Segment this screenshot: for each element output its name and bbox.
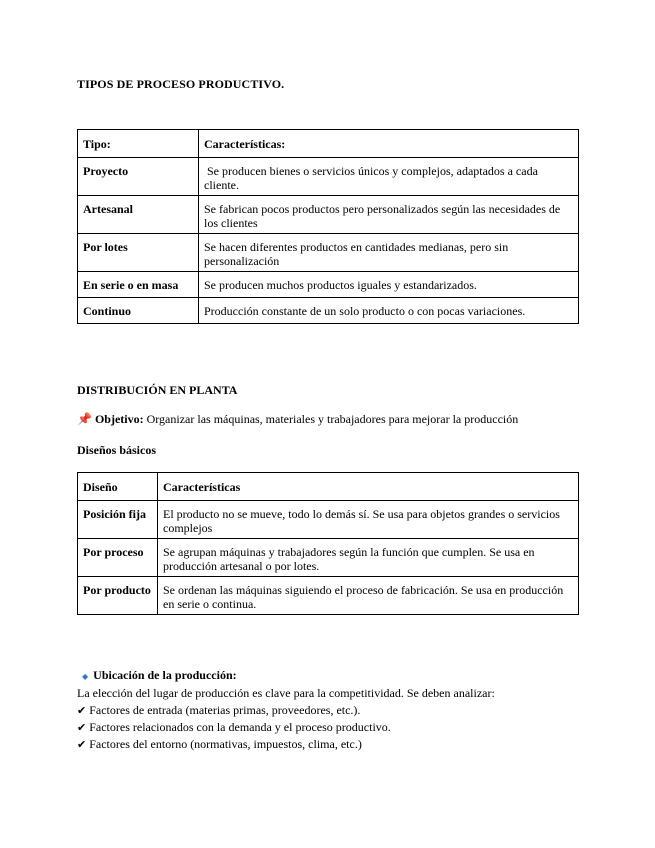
row-diseno: Posición fija [78, 501, 158, 539]
section-title-tipos: TIPOS DE PROCESO PRODUCTIVO. [77, 77, 285, 91]
header-caracteristicas: Características: [199, 130, 579, 158]
row-tipo: Continuo [78, 298, 199, 324]
list-item [77, 702, 597, 719]
tipos-table [77, 129, 579, 324]
row-diseno: Por producto [78, 577, 158, 615]
list-item-text: Factores relacionados con la demanda y el proceso productivo. [89, 720, 391, 734]
ubicacion-section [77, 667, 597, 753]
ubicacion-title-line [77, 667, 597, 685]
list-item [77, 719, 597, 736]
row-desc: Se producen muchos productos iguales y estandarizados. [199, 272, 579, 298]
check-icon: ✔ [77, 704, 87, 717]
table-header-row [78, 130, 579, 158]
table-row [78, 501, 579, 539]
header-tipo: Tipo: [78, 130, 199, 158]
row-tipo: Artesanal [78, 196, 199, 234]
ubicacion-intro: La elección del lugar de producción es clave para la competitividad. Se deben analizar: [77, 686, 495, 700]
list-item-text: Factores del entorno (normativas, impuestos, clima, etc.) [89, 737, 362, 751]
table-row [78, 298, 579, 324]
row-desc: Se ordenan las máquinas siguiendo el proceso de fabricación. Se usa en producción en serie o continua. [158, 577, 579, 615]
check-icon: ✔ [77, 738, 87, 751]
row-desc: Se agrupan máquinas y trabajadores según la función que cumplen. Se usa en producción artesanal o por lotes. [158, 539, 579, 577]
row-desc: Producción constante de un solo producto o con pocas variaciones. [199, 298, 579, 324]
section-title-distribucion: DISTRIBUCIÓN EN PLANTA [77, 383, 238, 397]
objetivo-text: Organizar las máquinas, materiales y trabajadores para mejorar la producción [143, 412, 519, 426]
table-row [78, 158, 579, 196]
table-row [78, 196, 579, 234]
disenos-table [77, 472, 579, 615]
row-tipo: Proyecto [78, 158, 199, 196]
row-desc: Se hacen diferentes productos en cantidades medianas, pero sin personalización [199, 234, 579, 272]
list-item-text: Factores de entrada (materias primas, proveedores, etc.). [89, 703, 361, 717]
table-row [78, 577, 579, 615]
row-desc: Se fabrican pocos productos pero personalizados según las necesidades de los clientes [199, 196, 579, 234]
row-tipo: En serie o en masa [78, 272, 199, 298]
pushpin-icon: 📌 [77, 412, 92, 426]
objetivo-line [77, 412, 518, 427]
check-icon: ✔ [77, 721, 87, 734]
header-diseno: Diseño [78, 473, 158, 501]
table-row [78, 539, 579, 577]
table-header-row [78, 473, 579, 501]
list-item [77, 736, 597, 753]
row-desc: Se producen bienes o servicios únicos y complejos, adaptados a cada cliente. [199, 158, 579, 196]
objetivo-label: Objetivo: [94, 412, 144, 426]
disenos-subtitle: Diseños básicos [77, 443, 157, 457]
ubicacion-title: Ubicación de la producción: [93, 668, 237, 682]
header-caracteristicas: Características [158, 473, 579, 501]
table-row [78, 234, 579, 272]
row-desc: El producto no se mueve, todo lo demás sí. Se usa para objetos grandes o servicios complejos [158, 501, 579, 539]
diamond-icon: ◆ [82, 672, 89, 681]
table-row [78, 272, 579, 298]
row-tipo: Por lotes [78, 234, 199, 272]
row-diseno: Por proceso [78, 539, 158, 577]
